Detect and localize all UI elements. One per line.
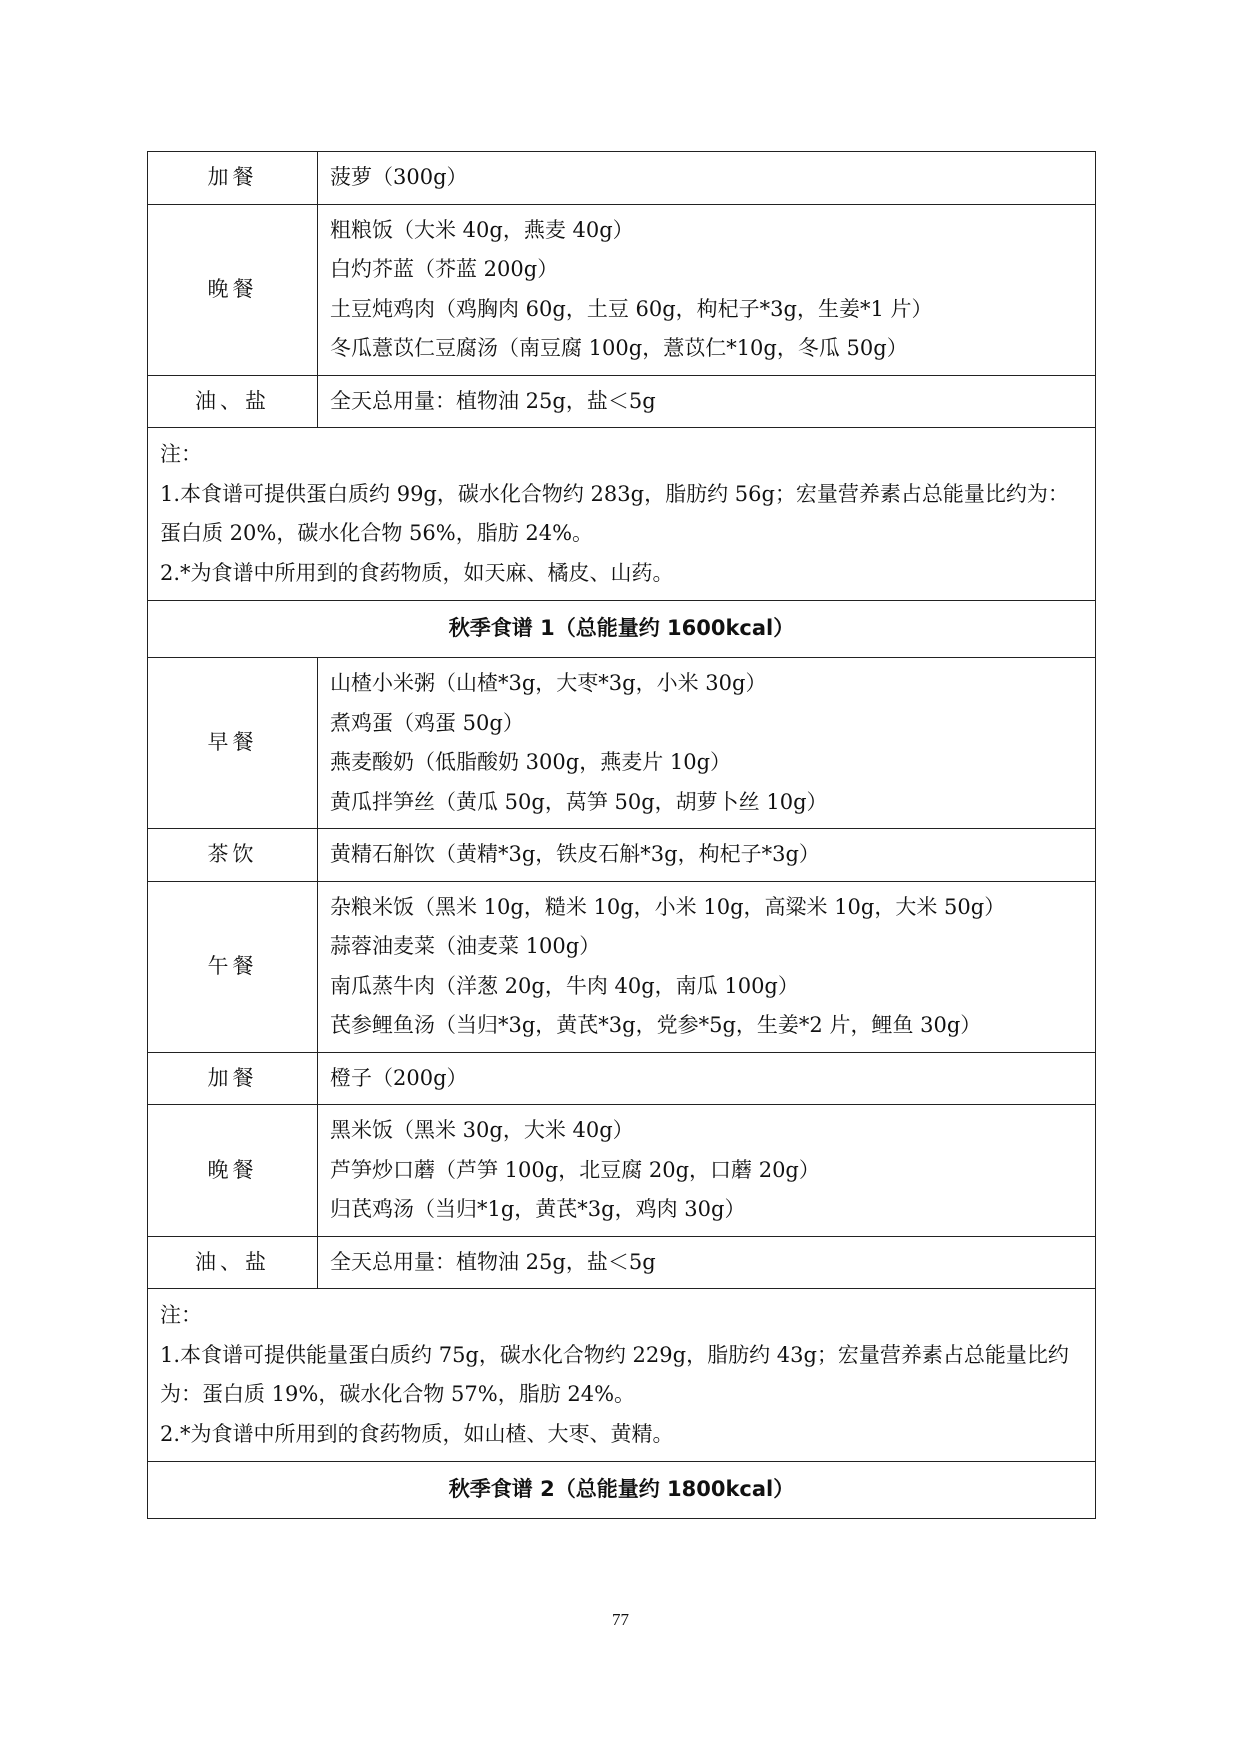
meal-items: [318, 1236, 1096, 1289]
meal-label: 晚餐: [148, 204, 318, 375]
dish-line: 山楂小米粥（山楂*3g，大枣*3g，小米 30g）: [330, 671, 767, 695]
note-cell: [148, 428, 1096, 601]
section-title: 秋季食谱 2（总能量约 1800kcal）: [148, 1462, 1096, 1519]
dish-line: 全天总用量：植物油 25g，盐＜5g: [330, 1249, 656, 1274]
meal-items: [318, 204, 1096, 375]
dish-line: 煮鸡蛋（鸡蛋 50g）: [330, 710, 524, 735]
dish-line: 全天总用量：植物油 25g，盐＜5g: [330, 388, 656, 413]
meal-label: 早餐: [148, 658, 318, 829]
dish-line: 菠萝（300g）: [330, 165, 468, 189]
dish-line: 橙子（200g）: [330, 1065, 468, 1090]
dish-line: 白灼芥蓝（芥蓝 200g）: [330, 257, 559, 281]
table-row: [148, 152, 1096, 205]
table-row: [148, 829, 1096, 882]
table-row: [148, 375, 1096, 428]
note-row: [148, 1289, 1096, 1462]
dish-line: 芦笋炒口蘑（芦笋 100g，北豆腐 20g，口蘑 20g）: [330, 1157, 820, 1182]
note-label: 注：: [160, 1303, 202, 1327]
note-label: 注：: [160, 442, 202, 466]
meal-label: 午餐: [148, 881, 318, 1052]
meal-items: [318, 829, 1096, 882]
dish-line: 南瓜蒸牛肉（洋葱 20g，牛肉 40g，南瓜 100g）: [330, 973, 799, 998]
dish-line: 土豆炖鸡肉（鸡胸肉 60g，土豆 60g，枸杞子*3g，生姜*1 片）: [330, 296, 933, 321]
note-line: 2.*为食谱中所用到的食药物质，如山楂、大枣、黄精。: [160, 1421, 674, 1446]
note-row: [148, 428, 1096, 601]
meal-label: 晚餐: [148, 1105, 318, 1237]
page-number: 77: [612, 1610, 629, 1629]
meal-items: [318, 152, 1096, 205]
meal-label: 油、盐: [148, 375, 318, 428]
table-row: [148, 1236, 1096, 1289]
dish-line: 归芪鸡汤（当归*1g，黄芪*3g，鸡肉 30g）: [330, 1197, 746, 1221]
meal-items: [318, 375, 1096, 428]
section-title: 秋季食谱 1（总能量约 1600kcal）: [148, 601, 1096, 658]
table-row: [148, 881, 1096, 1052]
meal-items: [318, 658, 1096, 829]
note-cell: [148, 1289, 1096, 1462]
table-row: [148, 1052, 1096, 1105]
dish-line: 燕麦酸奶（低脂酸奶 300g，燕麦片 10g）: [330, 750, 732, 774]
recipe-table: [147, 151, 1096, 1519]
dish-line: 黑米饭（黑米 30g，大米 40g）: [330, 1118, 634, 1142]
table-row: [148, 658, 1096, 829]
note-line: 1.本食谱可提供蛋白质约 99g，碳水化合物约 283g，脂肪约 56g；宏量营养素占总能量比约为：蛋白质 20%，碳水化合物 56%，脂肪 24%。: [160, 481, 1069, 545]
dish-line: 黄瓜拌笋丝（黄瓜 50g，莴笋 50g，胡萝卜丝 10g）: [330, 789, 828, 814]
meal-label: 茶饮: [148, 829, 318, 882]
section-title-row: [148, 1462, 1096, 1519]
dish-line: 蒜蓉油麦菜（油麦菜 100g）: [330, 934, 601, 958]
note-line: 1.本食谱可提供能量蛋白质约 75g，碳水化合物约 229g，脂肪约 43g；宏量营养素占总能量比约为：蛋白质 19%，碳水化合物 57%，脂肪 24%。: [160, 1342, 1069, 1406]
meal-items: [318, 881, 1096, 1052]
meal-label: 加餐: [148, 1052, 318, 1105]
note-line: 2.*为食谱中所用到的食药物质，如天麻、橘皮、山药。: [160, 560, 674, 585]
table-row: [148, 1105, 1096, 1237]
dish-line: 黄精石斛饮（黄精*3g，铁皮石斛*3g，枸杞子*3g）: [330, 842, 820, 866]
meal-items: [318, 1052, 1096, 1105]
meal-label: 油、盐: [148, 1236, 318, 1289]
section-title-row: [148, 601, 1096, 658]
table-row: [148, 204, 1096, 375]
meal-label: 加餐: [148, 152, 318, 205]
dish-line: 杂粮米饭（黑米 10g，糙米 10g，小米 10g，高粱米 10g，大米 50g）: [330, 894, 1006, 919]
dish-line: 冬瓜薏苡仁豆腐汤（南豆腐 100g，薏苡仁*10g，冬瓜 50g）: [330, 336, 908, 360]
meal-items: [318, 1105, 1096, 1237]
dish-line: 粗粮饭（大米 40g，燕麦 40g）: [330, 217, 634, 242]
dish-line: 芪参鲤鱼汤（当归*3g，黄芪*3g，党参*5g，生姜*2 片，鲤鱼 30g）: [330, 1013, 982, 1037]
